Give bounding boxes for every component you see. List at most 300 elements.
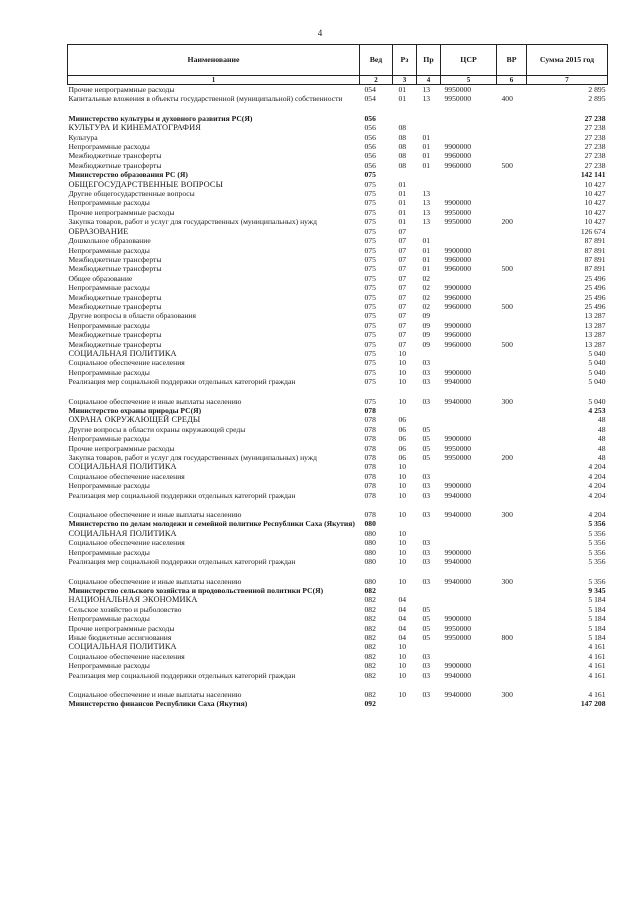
row-ved: 080 xyxy=(364,576,376,586)
row-name: Социальное обеспечение населения xyxy=(68,538,185,548)
row-sum: 5 040 xyxy=(588,348,606,358)
table-row xyxy=(68,415,608,424)
table-row xyxy=(68,133,608,142)
row-rz: 10 xyxy=(398,689,407,699)
row-rz: 07 xyxy=(398,320,407,330)
row-csr: 9900000 xyxy=(444,481,472,491)
row-name: Непрограммные расходы xyxy=(68,547,150,557)
row-vr xyxy=(497,198,527,207)
row-pr xyxy=(417,415,441,424)
row-csr: 9900000 xyxy=(444,245,472,255)
row-vr xyxy=(497,557,527,566)
row-csr xyxy=(441,104,497,123)
row-csr: 9940000 xyxy=(444,396,472,406)
row-sum: 5 356 xyxy=(588,557,606,567)
row-ved: 082 xyxy=(364,642,376,652)
row-name: ОБРАЗОВАНИЕ xyxy=(68,226,129,236)
row-vr xyxy=(497,671,527,680)
row-pr xyxy=(417,123,441,132)
row-rz: 06 xyxy=(398,424,407,434)
row-sum: 4 161 xyxy=(588,689,606,699)
row-pr: 03 xyxy=(422,670,431,680)
row-name: Прочие непрограммные расходы xyxy=(68,207,175,217)
row-csr: 9950000 xyxy=(444,207,472,217)
row-csr: 9950000 xyxy=(444,632,472,642)
row-vr xyxy=(497,104,527,123)
row-csr xyxy=(441,605,497,614)
row-pr: 03 xyxy=(422,358,431,368)
row-vr xyxy=(497,661,527,670)
row-name: Межбюджетные трансферты xyxy=(68,160,162,170)
row-name: Непрограммные расходы xyxy=(68,198,150,208)
row-vr xyxy=(497,652,527,661)
row-sum: 5 040 xyxy=(588,358,606,368)
row-name: Культура xyxy=(68,132,98,142)
row-name: Социальное обеспечение населения xyxy=(68,651,185,661)
row-ved: 075 xyxy=(364,254,376,264)
row-name: Министерство финансов Республики Саха (Якутия) xyxy=(68,699,248,709)
row-ved: 075 xyxy=(364,198,376,208)
row-rz xyxy=(393,519,417,528)
table-row xyxy=(68,624,608,633)
row-name: СОЦИАЛЬНАЯ ПОЛИТИКА xyxy=(68,462,177,472)
row-csr xyxy=(441,406,497,415)
row-vr: 300 xyxy=(501,576,513,586)
table-row xyxy=(68,425,608,434)
row-name: СОЦИАЛЬНАЯ ПОЛИТИКА xyxy=(68,642,177,652)
row-sum: 147 208 xyxy=(580,699,606,709)
row-ved: 080 xyxy=(364,547,376,557)
row-pr: 13 xyxy=(422,217,431,227)
row-vr xyxy=(497,481,527,490)
row-vr xyxy=(497,434,527,443)
row-csr: 9960000 xyxy=(444,254,472,264)
row-csr: 9900000 xyxy=(444,367,472,377)
row-name: СОЦИАЛЬНАЯ ПОЛИТИКА xyxy=(68,528,177,538)
table-row xyxy=(68,198,608,207)
row-sum: 5 356 xyxy=(588,547,606,557)
row-sum: 5 184 xyxy=(588,604,606,614)
row-ved: 075 xyxy=(364,245,376,255)
row-rz: 07 xyxy=(398,330,407,340)
row-ved: 075 xyxy=(364,264,376,274)
row-rz: 10 xyxy=(398,367,407,377)
row-ved: 075 xyxy=(364,358,376,368)
row-pr xyxy=(417,227,441,236)
row-sum: 25 496 xyxy=(584,273,606,283)
row-name: Межбюджетные трансферты xyxy=(68,292,162,302)
row-sum: 126 674 xyxy=(580,226,606,236)
row-pr: 03 xyxy=(422,661,431,671)
row-pr xyxy=(417,104,441,123)
row-csr xyxy=(441,180,497,189)
row-rz: 04 xyxy=(398,614,407,624)
table-row xyxy=(68,321,608,330)
row-rz: 07 xyxy=(398,245,407,255)
row-ved: 078 xyxy=(364,462,376,472)
row-rz: 10 xyxy=(398,490,407,500)
row-csr xyxy=(441,642,497,651)
row-csr: 9960000 xyxy=(444,301,472,311)
row-csr xyxy=(441,227,497,236)
row-name: Непрограммные расходы xyxy=(68,614,150,624)
row-name: Общее образование xyxy=(68,273,133,283)
row-vr xyxy=(497,595,527,604)
row-ved: 075 xyxy=(364,377,376,387)
table-row xyxy=(68,330,608,339)
row-ved: 054 xyxy=(364,85,376,94)
row-csr xyxy=(441,189,497,198)
row-sum: 27 238 xyxy=(584,113,606,123)
row-sum: 5 040 xyxy=(588,377,606,387)
row-vr xyxy=(497,699,527,708)
row-pr xyxy=(417,642,441,651)
table-row xyxy=(68,368,608,377)
row-ved: 075 xyxy=(364,330,376,340)
row-sum: 87 891 xyxy=(584,254,606,264)
row-pr: 03 xyxy=(422,557,431,567)
row-vr xyxy=(497,529,527,538)
header-ved: Вед xyxy=(360,45,393,76)
row-rz: 01 xyxy=(398,189,407,199)
row-name: КУЛЬТУРА И КИНЕМАТОГРАФИЯ xyxy=(68,123,201,133)
table-row xyxy=(68,481,608,490)
row-pr: 05 xyxy=(422,614,431,624)
col-number: 4 xyxy=(417,76,441,85)
row-name: Министерство по делам молодежи и семейной политике Республики Саха (Якутия) xyxy=(68,519,355,529)
row-pr xyxy=(417,349,441,358)
row-pr: 02 xyxy=(422,283,431,293)
row-sum: 87 891 xyxy=(584,245,606,255)
table-row xyxy=(68,377,608,386)
row-csr xyxy=(441,699,497,708)
row-pr: 03 xyxy=(422,471,431,481)
table-row xyxy=(68,642,608,651)
row-rz: 06 xyxy=(398,415,407,425)
row-name: Социальное обеспечение населения xyxy=(68,471,185,481)
row-sum: 27 238 xyxy=(584,142,606,152)
row-sum: 87 891 xyxy=(584,264,606,274)
row-csr: 9960000 xyxy=(444,330,472,340)
header-csr: ЦСР xyxy=(441,45,497,76)
row-name: Реализация мер социальной поддержки отдельных категорий граждан xyxy=(68,490,296,500)
row-vr xyxy=(497,624,527,633)
row-vr xyxy=(497,349,527,358)
row-csr: 9960000 xyxy=(444,339,472,349)
row-ved: 075 xyxy=(364,226,376,236)
row-pr: 01 xyxy=(422,264,431,274)
row-pr: 03 xyxy=(422,377,431,387)
row-csr xyxy=(441,123,497,132)
table-row xyxy=(68,614,608,623)
row-vr xyxy=(497,236,527,245)
row-sum: 87 891 xyxy=(584,236,606,246)
table-row xyxy=(68,104,608,123)
row-pr: 09 xyxy=(422,311,431,321)
row-rz: 10 xyxy=(398,538,407,548)
table-row xyxy=(68,605,608,614)
row-sum: 4 161 xyxy=(588,670,606,680)
row-sum: 27 238 xyxy=(584,151,606,161)
row-name: Реализация мер социальной поддержки отдельных категорий граждан xyxy=(68,377,296,387)
col-number: 1 xyxy=(68,76,360,85)
row-rz: 10 xyxy=(398,358,407,368)
row-name: НАЦИОНАЛЬНАЯ ЭКОНОМИКА xyxy=(68,595,198,605)
row-rz xyxy=(393,170,417,179)
row-csr xyxy=(441,538,497,547)
col-number: 2 xyxy=(360,76,393,85)
row-rz: 01 xyxy=(398,207,407,217)
row-rz: 10 xyxy=(398,396,407,406)
row-ved: 078 xyxy=(364,434,376,444)
row-pr: 03 xyxy=(422,547,431,557)
row-pr: 05 xyxy=(422,443,431,453)
header-pr: Пр xyxy=(417,45,441,76)
row-name: Другие общегосударственные вопросы xyxy=(68,189,195,199)
row-rz: 10 xyxy=(398,557,407,567)
row-csr: 9950000 xyxy=(444,217,472,227)
row-name: Межбюджетные трансферты xyxy=(68,264,162,274)
row-rz: 07 xyxy=(398,311,407,321)
row-rz: 10 xyxy=(398,642,407,652)
table-row xyxy=(68,567,608,586)
row-sum: 5 184 xyxy=(588,623,606,633)
row-sum: 5 356 xyxy=(588,538,606,548)
row-vr xyxy=(497,605,527,614)
table-row xyxy=(68,302,608,311)
row-vr xyxy=(497,123,527,132)
row-ved: 080 xyxy=(364,538,376,548)
row-rz: 10 xyxy=(398,510,407,520)
row-rz: 10 xyxy=(398,651,407,661)
row-vr xyxy=(497,406,527,415)
row-pr: 01 xyxy=(422,236,431,246)
row-csr: 9900000 xyxy=(444,283,472,293)
row-sum: 2 895 xyxy=(588,94,606,104)
row-csr: 9950000 xyxy=(444,453,472,463)
row-pr: 05 xyxy=(422,424,431,434)
row-sum: 25 496 xyxy=(584,301,606,311)
row-rz: 08 xyxy=(398,151,407,161)
row-pr: 03 xyxy=(422,576,431,586)
row-name: Межбюджетные трансферты xyxy=(68,339,162,349)
row-ved: 075 xyxy=(364,311,376,321)
row-csr xyxy=(441,274,497,283)
row-sum: 13 287 xyxy=(584,311,606,321)
row-rz: 01 xyxy=(398,94,407,104)
row-csr xyxy=(441,519,497,528)
row-name: Социальное обеспечение и иные выплаты населению xyxy=(68,396,242,406)
row-ved: 080 xyxy=(364,557,376,567)
row-rz: 08 xyxy=(398,160,407,170)
row-ved: 082 xyxy=(364,585,376,595)
row-sum: 9 345 xyxy=(588,585,606,595)
row-rz: 08 xyxy=(398,132,407,142)
row-vr xyxy=(497,85,527,95)
row-csr xyxy=(441,586,497,595)
row-ved: 078 xyxy=(364,406,376,415)
row-ved: 075 xyxy=(364,396,376,406)
row-rz: 07 xyxy=(398,292,407,302)
row-ved: 075 xyxy=(364,207,376,217)
table-row xyxy=(68,472,608,481)
table-row xyxy=(68,340,608,349)
row-name: Социальное обеспечение и иные выплаты населению xyxy=(68,689,242,699)
row-pr: 13 xyxy=(422,198,431,208)
row-ved: 078 xyxy=(364,415,376,425)
row-csr xyxy=(441,652,497,661)
row-ved: 075 xyxy=(364,292,376,302)
row-csr: 9900000 xyxy=(444,142,472,152)
table-row xyxy=(68,217,608,226)
row-pr: 13 xyxy=(422,94,431,104)
row-rz: 04 xyxy=(398,604,407,614)
row-pr: 03 xyxy=(422,510,431,520)
table-row xyxy=(68,680,608,699)
row-name: Другие вопросы в области охраны окружающей среды xyxy=(68,424,246,434)
row-pr: 09 xyxy=(422,320,431,330)
row-vr xyxy=(497,642,527,651)
row-csr xyxy=(441,462,497,471)
row-csr: 9940000 xyxy=(444,510,472,520)
table-row xyxy=(68,586,608,595)
row-name: ОБЩЕГОСУДАРСТВЕННЫЕ ВОПРОСЫ xyxy=(68,179,223,189)
row-vr: 200 xyxy=(501,453,513,463)
row-vr: 800 xyxy=(501,632,513,642)
row-rz: 07 xyxy=(398,339,407,349)
row-vr xyxy=(497,180,527,189)
row-pr: 02 xyxy=(422,273,431,283)
row-rz xyxy=(393,586,417,595)
row-vr xyxy=(497,358,527,367)
row-ved: 082 xyxy=(364,623,376,633)
row-vr xyxy=(497,293,527,302)
row-ved: 082 xyxy=(364,604,376,614)
row-vr xyxy=(497,425,527,434)
table-row xyxy=(68,557,608,566)
row-name: Межбюджетные трансферты xyxy=(68,330,162,340)
row-vr: 300 xyxy=(501,510,513,520)
row-sum: 5 356 xyxy=(588,576,606,586)
row-sum: 4 253 xyxy=(588,406,606,415)
row-vr xyxy=(497,170,527,179)
row-name: Прочие непрограммные расходы xyxy=(68,623,175,633)
row-pr xyxy=(417,529,441,538)
row-name: Дошкольное образование xyxy=(68,236,151,246)
col-number: 5 xyxy=(441,76,497,85)
row-sum: 4 204 xyxy=(588,471,606,481)
row-name: Социальное обеспечение и иные выплаты населению xyxy=(68,576,242,586)
row-sum: 5 184 xyxy=(588,614,606,624)
row-ved: 080 xyxy=(364,528,376,538)
row-rz: 07 xyxy=(398,226,407,236)
row-pr: 03 xyxy=(422,651,431,661)
row-vr: 500 xyxy=(501,339,513,349)
row-csr xyxy=(441,170,497,179)
row-name: Непрограммные расходы xyxy=(68,245,150,255)
table-row xyxy=(68,236,608,245)
row-vr xyxy=(497,142,527,151)
row-sum: 13 287 xyxy=(584,330,606,340)
row-ved: 075 xyxy=(364,348,376,358)
row-pr: 13 xyxy=(422,189,431,199)
row-pr: 05 xyxy=(422,453,431,463)
row-pr xyxy=(417,462,441,471)
table-row xyxy=(68,434,608,443)
table-row xyxy=(68,595,608,604)
table-row xyxy=(68,548,608,557)
row-vr xyxy=(497,274,527,283)
row-pr xyxy=(417,586,441,595)
row-name: Межбюджетные трансферты xyxy=(68,254,162,264)
header-name: Наименование xyxy=(68,45,360,76)
table-row xyxy=(68,538,608,547)
row-pr: 03 xyxy=(422,367,431,377)
row-pr xyxy=(417,595,441,604)
row-rz: 06 xyxy=(398,443,407,453)
row-vr: 400 xyxy=(501,94,513,104)
row-sum: 48 xyxy=(597,453,606,463)
row-sum: 13 287 xyxy=(584,339,606,349)
table-row xyxy=(68,652,608,661)
row-ved: 080 xyxy=(364,519,376,529)
table-row xyxy=(68,349,608,358)
row-csr xyxy=(441,236,497,245)
row-ved: 075 xyxy=(364,189,376,199)
row-name: Непрограммные расходы xyxy=(68,142,150,152)
row-csr: 9940000 xyxy=(444,377,472,387)
row-rz: 01 xyxy=(398,198,407,208)
row-pr xyxy=(417,699,441,708)
row-csr: 9940000 xyxy=(444,557,472,567)
row-sum: 4 161 xyxy=(588,642,606,652)
row-pr: 01 xyxy=(422,160,431,170)
row-vr xyxy=(497,208,527,217)
row-vr xyxy=(497,462,527,471)
row-rz: 01 xyxy=(398,217,407,227)
row-rz: 07 xyxy=(398,283,407,293)
row-vr xyxy=(497,283,527,292)
row-name: Сельское хозяйство и рыболовство xyxy=(68,604,182,614)
row-name: Социальное обеспечение и иные выплаты населению xyxy=(68,510,242,520)
row-rz: 08 xyxy=(398,123,407,133)
row-pr: 01 xyxy=(422,142,431,152)
row-name: Реализация мер социальной поддержки отдельных категорий граждан xyxy=(68,670,296,680)
row-pr: 03 xyxy=(422,490,431,500)
row-ved: 075 xyxy=(364,217,376,227)
row-csr: 9950000 xyxy=(444,85,472,94)
row-csr: 9950000 xyxy=(444,623,472,633)
row-name: Закупка товаров, работ и услуг для государственных (муниципальных) нужд xyxy=(68,217,317,227)
row-vr xyxy=(497,321,527,330)
row-vr xyxy=(497,133,527,142)
row-vr xyxy=(497,519,527,528)
row-rz xyxy=(393,699,417,708)
row-ved: 082 xyxy=(364,614,376,624)
row-ved: 075 xyxy=(364,273,376,283)
row-name: Межбюджетные трансферты xyxy=(68,301,162,311)
row-pr: 05 xyxy=(422,434,431,444)
row-pr: 09 xyxy=(422,339,431,349)
table-row xyxy=(68,699,608,708)
row-vr xyxy=(497,614,527,623)
row-name: Министерство культуры и духовного развития РС(Я) xyxy=(68,113,253,123)
row-name: Непрограммные расходы xyxy=(68,283,150,293)
row-rz: 10 xyxy=(398,576,407,586)
row-sum: 4 161 xyxy=(588,661,606,671)
row-rz: 10 xyxy=(398,348,407,358)
table-row xyxy=(68,311,608,320)
